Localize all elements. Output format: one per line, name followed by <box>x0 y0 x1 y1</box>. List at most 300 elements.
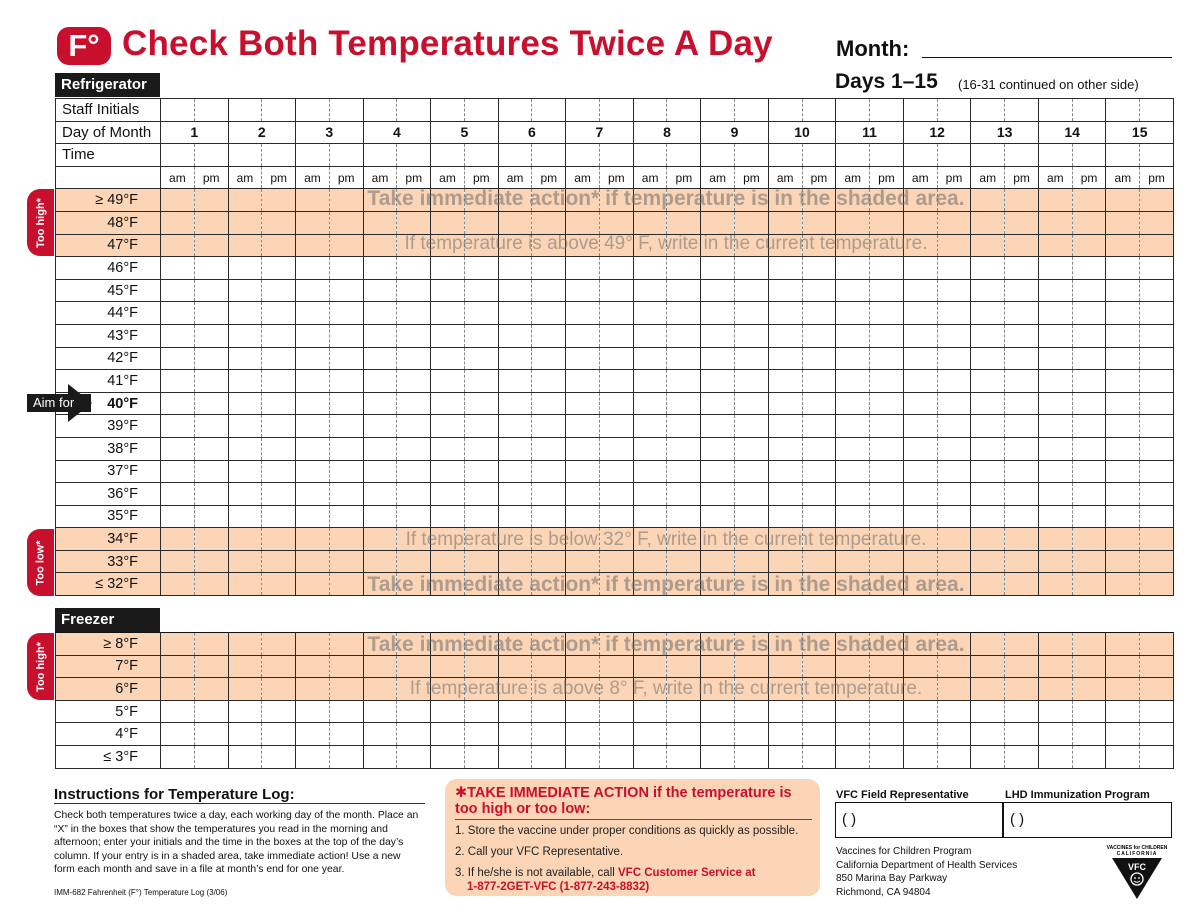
am-checkbox[interactable] <box>633 279 667 302</box>
am-checkbox[interactable] <box>768 528 802 551</box>
pm-checkbox[interactable] <box>1072 573 1106 596</box>
am-checkbox[interactable] <box>836 678 870 701</box>
am-checkbox[interactable] <box>296 415 330 438</box>
initials-pm-field[interactable] <box>1140 99 1174 122</box>
am-checkbox[interactable] <box>701 324 735 347</box>
pm-checkbox[interactable] <box>870 302 904 325</box>
am-checkbox[interactable] <box>296 745 330 768</box>
pm-checkbox[interactable] <box>1005 437 1039 460</box>
am-checkbox[interactable] <box>161 483 195 506</box>
pm-checkbox[interactable] <box>1072 723 1106 746</box>
pm-checkbox[interactable] <box>532 347 566 370</box>
initials-am-field[interactable] <box>1038 99 1072 122</box>
am-checkbox[interactable] <box>161 633 195 656</box>
pm-checkbox[interactable] <box>735 745 769 768</box>
am-checkbox[interactable] <box>566 302 600 325</box>
am-checkbox[interactable] <box>903 257 937 280</box>
pm-checkbox[interactable] <box>667 573 701 596</box>
time-pm-field[interactable] <box>870 144 904 167</box>
pm-checkbox[interactable] <box>1005 723 1039 746</box>
am-checkbox[interactable] <box>1106 279 1140 302</box>
pm-checkbox[interactable] <box>667 279 701 302</box>
pm-checkbox[interactable] <box>937 415 971 438</box>
pm-checkbox[interactable] <box>194 437 228 460</box>
am-checkbox[interactable] <box>1038 528 1072 551</box>
pm-checkbox[interactable] <box>1072 460 1106 483</box>
am-checkbox[interactable] <box>971 324 1005 347</box>
pm-checkbox[interactable] <box>1005 460 1039 483</box>
pm-checkbox[interactable] <box>262 700 296 723</box>
am-checkbox[interactable] <box>903 655 937 678</box>
pm-checkbox[interactable] <box>667 257 701 280</box>
am-checkbox[interactable] <box>228 211 262 234</box>
pm-checkbox[interactable] <box>464 573 498 596</box>
pm-checkbox[interactable] <box>599 745 633 768</box>
am-checkbox[interactable] <box>431 415 465 438</box>
am-checkbox[interactable] <box>903 528 937 551</box>
am-checkbox[interactable] <box>161 678 195 701</box>
pm-checkbox[interactable] <box>397 324 431 347</box>
pm-checkbox[interactable] <box>1140 189 1174 212</box>
pm-checkbox[interactable] <box>262 745 296 768</box>
am-checkbox[interactable] <box>498 723 532 746</box>
pm-checkbox[interactable] <box>735 437 769 460</box>
am-checkbox[interactable] <box>903 483 937 506</box>
am-checkbox[interactable] <box>431 324 465 347</box>
pm-checkbox[interactable] <box>735 302 769 325</box>
pm-checkbox[interactable] <box>1140 655 1174 678</box>
pm-checkbox[interactable] <box>194 347 228 370</box>
pm-checkbox[interactable] <box>464 211 498 234</box>
am-checkbox[interactable] <box>431 211 465 234</box>
am-checkbox[interactable] <box>1038 550 1072 573</box>
am-checkbox[interactable] <box>633 437 667 460</box>
am-checkbox[interactable] <box>498 528 532 551</box>
am-checkbox[interactable] <box>1038 392 1072 415</box>
pm-checkbox[interactable] <box>1140 460 1174 483</box>
am-checkbox[interactable] <box>1106 302 1140 325</box>
am-checkbox[interactable] <box>768 633 802 656</box>
pm-checkbox[interactable] <box>397 257 431 280</box>
pm-checkbox[interactable] <box>1005 211 1039 234</box>
pm-checkbox[interactable] <box>667 550 701 573</box>
pm-checkbox[interactable] <box>262 302 296 325</box>
am-checkbox[interactable] <box>498 234 532 257</box>
pm-checkbox[interactable] <box>667 460 701 483</box>
pm-checkbox[interactable] <box>262 678 296 701</box>
pm-checkbox[interactable] <box>532 370 566 393</box>
pm-checkbox[interactable] <box>329 633 363 656</box>
am-checkbox[interactable] <box>836 324 870 347</box>
pm-checkbox[interactable] <box>194 700 228 723</box>
am-checkbox[interactable] <box>228 302 262 325</box>
pm-checkbox[interactable] <box>735 257 769 280</box>
am-checkbox[interactable] <box>363 370 397 393</box>
pm-checkbox[interactable] <box>194 257 228 280</box>
am-checkbox[interactable] <box>633 324 667 347</box>
pm-checkbox[interactable] <box>599 257 633 280</box>
pm-checkbox[interactable] <box>667 347 701 370</box>
time-pm-field[interactable] <box>1072 144 1106 167</box>
pm-checkbox[interactable] <box>1005 483 1039 506</box>
pm-checkbox[interactable] <box>802 347 836 370</box>
am-checkbox[interactable] <box>633 550 667 573</box>
pm-checkbox[interactable] <box>262 324 296 347</box>
am-checkbox[interactable] <box>971 505 1005 528</box>
initials-pm-field[interactable] <box>1072 99 1106 122</box>
pm-checkbox[interactable] <box>667 234 701 257</box>
am-checkbox[interactable] <box>903 302 937 325</box>
am-checkbox[interactable] <box>701 415 735 438</box>
pm-checkbox[interactable] <box>599 324 633 347</box>
pm-checkbox[interactable] <box>397 745 431 768</box>
pm-checkbox[interactable] <box>262 483 296 506</box>
am-checkbox[interactable] <box>971 302 1005 325</box>
am-checkbox[interactable] <box>971 460 1005 483</box>
am-checkbox[interactable] <box>363 528 397 551</box>
pm-checkbox[interactable] <box>329 370 363 393</box>
am-checkbox[interactable] <box>566 633 600 656</box>
am-checkbox[interactable] <box>701 370 735 393</box>
pm-checkbox[interactable] <box>1005 370 1039 393</box>
am-checkbox[interactable] <box>971 723 1005 746</box>
am-checkbox[interactable] <box>1038 655 1072 678</box>
initials-am-field[interactable] <box>296 99 330 122</box>
pm-checkbox[interactable] <box>329 460 363 483</box>
am-checkbox[interactable] <box>363 234 397 257</box>
am-checkbox[interactable] <box>161 392 195 415</box>
pm-checkbox[interactable] <box>329 189 363 212</box>
pm-checkbox[interactable] <box>937 347 971 370</box>
am-checkbox[interactable] <box>161 745 195 768</box>
pm-checkbox[interactable] <box>667 483 701 506</box>
am-checkbox[interactable] <box>431 655 465 678</box>
am-checkbox[interactable] <box>971 550 1005 573</box>
initials-pm-field[interactable] <box>464 99 498 122</box>
am-checkbox[interactable] <box>971 678 1005 701</box>
am-checkbox[interactable] <box>768 678 802 701</box>
pm-checkbox[interactable] <box>870 483 904 506</box>
pm-checkbox[interactable] <box>194 633 228 656</box>
am-checkbox[interactable] <box>498 505 532 528</box>
pm-checkbox[interactable] <box>329 437 363 460</box>
pm-checkbox[interactable] <box>937 392 971 415</box>
pm-checkbox[interactable] <box>464 302 498 325</box>
am-checkbox[interactable] <box>836 211 870 234</box>
time-pm-field[interactable] <box>1005 144 1039 167</box>
am-checkbox[interactable] <box>701 189 735 212</box>
pm-checkbox[interactable] <box>667 528 701 551</box>
am-checkbox[interactable] <box>296 633 330 656</box>
am-checkbox[interactable] <box>903 279 937 302</box>
am-checkbox[interactable] <box>903 460 937 483</box>
am-checkbox[interactable] <box>768 370 802 393</box>
am-checkbox[interactable] <box>903 678 937 701</box>
am-checkbox[interactable] <box>296 550 330 573</box>
time-am-field[interactable] <box>768 144 802 167</box>
am-checkbox[interactable] <box>566 415 600 438</box>
pm-checkbox[interactable] <box>329 573 363 596</box>
am-checkbox[interactable] <box>971 189 1005 212</box>
pm-checkbox[interactable] <box>870 415 904 438</box>
pm-checkbox[interactable] <box>464 347 498 370</box>
pm-checkbox[interactable] <box>802 189 836 212</box>
pm-checkbox[interactable] <box>1140 745 1174 768</box>
am-checkbox[interactable] <box>971 700 1005 723</box>
pm-checkbox[interactable] <box>937 324 971 347</box>
pm-checkbox[interactable] <box>870 370 904 393</box>
am-checkbox[interactable] <box>1106 723 1140 746</box>
pm-checkbox[interactable] <box>1072 633 1106 656</box>
am-checkbox[interactable] <box>228 573 262 596</box>
am-checkbox[interactable] <box>498 700 532 723</box>
time-am-field[interactable] <box>228 144 262 167</box>
pm-checkbox[interactable] <box>329 302 363 325</box>
pm-checkbox[interactable] <box>735 633 769 656</box>
pm-checkbox[interactable] <box>329 678 363 701</box>
time-pm-field[interactable] <box>329 144 363 167</box>
am-checkbox[interactable] <box>768 723 802 746</box>
pm-checkbox[interactable] <box>870 460 904 483</box>
am-checkbox[interactable] <box>768 234 802 257</box>
pm-checkbox[interactable] <box>329 392 363 415</box>
am-checkbox[interactable] <box>971 370 1005 393</box>
am-checkbox[interactable] <box>296 700 330 723</box>
am-checkbox[interactable] <box>836 234 870 257</box>
initials-am-field[interactable] <box>228 99 262 122</box>
pm-checkbox[interactable] <box>262 633 296 656</box>
am-checkbox[interactable] <box>1106 211 1140 234</box>
am-checkbox[interactable] <box>431 370 465 393</box>
pm-checkbox[interactable] <box>397 415 431 438</box>
pm-checkbox[interactable] <box>1005 505 1039 528</box>
am-checkbox[interactable] <box>1106 324 1140 347</box>
pm-checkbox[interactable] <box>599 279 633 302</box>
pm-checkbox[interactable] <box>735 234 769 257</box>
am-checkbox[interactable] <box>768 483 802 506</box>
am-checkbox[interactable] <box>498 211 532 234</box>
pm-checkbox[interactable] <box>802 550 836 573</box>
am-checkbox[interactable] <box>296 211 330 234</box>
am-checkbox[interactable] <box>566 347 600 370</box>
am-checkbox[interactable] <box>701 211 735 234</box>
am-checkbox[interactable] <box>1038 370 1072 393</box>
pm-checkbox[interactable] <box>464 189 498 212</box>
pm-checkbox[interactable] <box>329 655 363 678</box>
am-checkbox[interactable] <box>498 324 532 347</box>
pm-checkbox[interactable] <box>667 678 701 701</box>
am-checkbox[interactable] <box>566 655 600 678</box>
pm-checkbox[interactable] <box>1072 347 1106 370</box>
am-checkbox[interactable] <box>836 655 870 678</box>
am-checkbox[interactable] <box>633 302 667 325</box>
pm-checkbox[interactable] <box>1005 347 1039 370</box>
am-checkbox[interactable] <box>296 437 330 460</box>
am-checkbox[interactable] <box>633 505 667 528</box>
am-checkbox[interactable] <box>701 234 735 257</box>
am-checkbox[interactable] <box>633 189 667 212</box>
pm-checkbox[interactable] <box>532 189 566 212</box>
pm-checkbox[interactable] <box>464 528 498 551</box>
am-checkbox[interactable] <box>498 655 532 678</box>
pm-checkbox[interactable] <box>870 573 904 596</box>
am-checkbox[interactable] <box>1038 257 1072 280</box>
am-checkbox[interactable] <box>836 279 870 302</box>
pm-checkbox[interactable] <box>262 528 296 551</box>
am-checkbox[interactable] <box>431 437 465 460</box>
lhd-phone-field[interactable]: ( ) <box>1003 802 1172 838</box>
am-checkbox[interactable] <box>701 437 735 460</box>
am-checkbox[interactable] <box>971 573 1005 596</box>
am-checkbox[interactable] <box>296 528 330 551</box>
am-checkbox[interactable] <box>903 189 937 212</box>
pm-checkbox[interactable] <box>735 655 769 678</box>
pm-checkbox[interactable] <box>735 189 769 212</box>
pm-checkbox[interactable] <box>397 302 431 325</box>
am-checkbox[interactable] <box>161 460 195 483</box>
am-checkbox[interactable] <box>296 460 330 483</box>
pm-checkbox[interactable] <box>667 211 701 234</box>
pm-checkbox[interactable] <box>532 745 566 768</box>
am-checkbox[interactable] <box>701 700 735 723</box>
time-pm-field[interactable] <box>937 144 971 167</box>
am-checkbox[interactable] <box>633 392 667 415</box>
pm-checkbox[interactable] <box>262 392 296 415</box>
pm-checkbox[interactable] <box>1005 234 1039 257</box>
am-checkbox[interactable] <box>633 633 667 656</box>
initials-am-field[interactable] <box>633 99 667 122</box>
pm-checkbox[interactable] <box>735 483 769 506</box>
pm-checkbox[interactable] <box>1140 279 1174 302</box>
pm-checkbox[interactable] <box>262 347 296 370</box>
pm-checkbox[interactable] <box>532 324 566 347</box>
am-checkbox[interactable] <box>633 655 667 678</box>
am-checkbox[interactable] <box>701 257 735 280</box>
am-checkbox[interactable] <box>498 678 532 701</box>
pm-checkbox[interactable] <box>1140 370 1174 393</box>
pm-checkbox[interactable] <box>1140 234 1174 257</box>
pm-checkbox[interactable] <box>329 324 363 347</box>
pm-checkbox[interactable] <box>1072 528 1106 551</box>
am-checkbox[interactable] <box>1106 573 1140 596</box>
pm-checkbox[interactable] <box>329 550 363 573</box>
initials-pm-field[interactable] <box>1005 99 1039 122</box>
am-checkbox[interactable] <box>566 211 600 234</box>
am-checkbox[interactable] <box>498 437 532 460</box>
am-checkbox[interactable] <box>161 550 195 573</box>
pm-checkbox[interactable] <box>194 573 228 596</box>
pm-checkbox[interactable] <box>870 392 904 415</box>
am-checkbox[interactable] <box>296 678 330 701</box>
initials-pm-field[interactable] <box>735 99 769 122</box>
pm-checkbox[interactable] <box>937 189 971 212</box>
pm-checkbox[interactable] <box>397 460 431 483</box>
pm-checkbox[interactable] <box>802 700 836 723</box>
pm-checkbox[interactable] <box>262 234 296 257</box>
am-checkbox[interactable] <box>161 700 195 723</box>
pm-checkbox[interactable] <box>735 505 769 528</box>
am-checkbox[interactable] <box>431 633 465 656</box>
am-checkbox[interactable] <box>768 437 802 460</box>
pm-checkbox[interactable] <box>937 234 971 257</box>
am-checkbox[interactable] <box>903 550 937 573</box>
time-am-field[interactable] <box>903 144 937 167</box>
am-checkbox[interactable] <box>228 347 262 370</box>
am-checkbox[interactable] <box>566 700 600 723</box>
pm-checkbox[interactable] <box>937 279 971 302</box>
am-checkbox[interactable] <box>228 655 262 678</box>
am-checkbox[interactable] <box>566 189 600 212</box>
pm-checkbox[interactable] <box>735 347 769 370</box>
pm-checkbox[interactable] <box>735 528 769 551</box>
pm-checkbox[interactable] <box>1072 392 1106 415</box>
pm-checkbox[interactable] <box>397 678 431 701</box>
am-checkbox[interactable] <box>161 655 195 678</box>
pm-checkbox[interactable] <box>937 460 971 483</box>
am-checkbox[interactable] <box>228 415 262 438</box>
pm-checkbox[interactable] <box>1072 234 1106 257</box>
pm-checkbox[interactable] <box>870 678 904 701</box>
initials-pm-field[interactable] <box>262 99 296 122</box>
pm-checkbox[interactable] <box>1140 483 1174 506</box>
am-checkbox[interactable] <box>1106 528 1140 551</box>
pm-checkbox[interactable] <box>870 550 904 573</box>
am-checkbox[interactable] <box>363 483 397 506</box>
am-checkbox[interactable] <box>296 302 330 325</box>
pm-checkbox[interactable] <box>870 723 904 746</box>
pm-checkbox[interactable] <box>329 723 363 746</box>
am-checkbox[interactable] <box>701 655 735 678</box>
pm-checkbox[interactable] <box>599 550 633 573</box>
pm-checkbox[interactable] <box>262 573 296 596</box>
am-checkbox[interactable] <box>431 189 465 212</box>
am-checkbox[interactable] <box>363 257 397 280</box>
time-pm-field[interactable] <box>262 144 296 167</box>
am-checkbox[interactable] <box>498 460 532 483</box>
pm-checkbox[interactable] <box>1072 415 1106 438</box>
am-checkbox[interactable] <box>498 189 532 212</box>
am-checkbox[interactable] <box>296 392 330 415</box>
pm-checkbox[interactable] <box>735 370 769 393</box>
am-checkbox[interactable] <box>836 633 870 656</box>
pm-checkbox[interactable] <box>1072 302 1106 325</box>
pm-checkbox[interactable] <box>397 700 431 723</box>
pm-checkbox[interactable] <box>532 723 566 746</box>
pm-checkbox[interactable] <box>870 257 904 280</box>
am-checkbox[interactable] <box>431 573 465 596</box>
pm-checkbox[interactable] <box>1140 257 1174 280</box>
am-checkbox[interactable] <box>633 745 667 768</box>
am-checkbox[interactable] <box>566 392 600 415</box>
pm-checkbox[interactable] <box>1005 279 1039 302</box>
am-checkbox[interactable] <box>161 257 195 280</box>
pm-checkbox[interactable] <box>599 347 633 370</box>
am-checkbox[interactable] <box>701 279 735 302</box>
am-checkbox[interactable] <box>971 655 1005 678</box>
pm-checkbox[interactable] <box>870 745 904 768</box>
am-checkbox[interactable] <box>431 257 465 280</box>
pm-checkbox[interactable] <box>802 324 836 347</box>
am-checkbox[interactable] <box>1038 678 1072 701</box>
am-checkbox[interactable] <box>566 573 600 596</box>
am-checkbox[interactable] <box>1038 633 1072 656</box>
pm-checkbox[interactable] <box>599 633 633 656</box>
am-checkbox[interactable] <box>566 460 600 483</box>
am-checkbox[interactable] <box>228 633 262 656</box>
am-checkbox[interactable] <box>296 723 330 746</box>
am-checkbox[interactable] <box>971 234 1005 257</box>
time-am-field[interactable] <box>701 144 735 167</box>
